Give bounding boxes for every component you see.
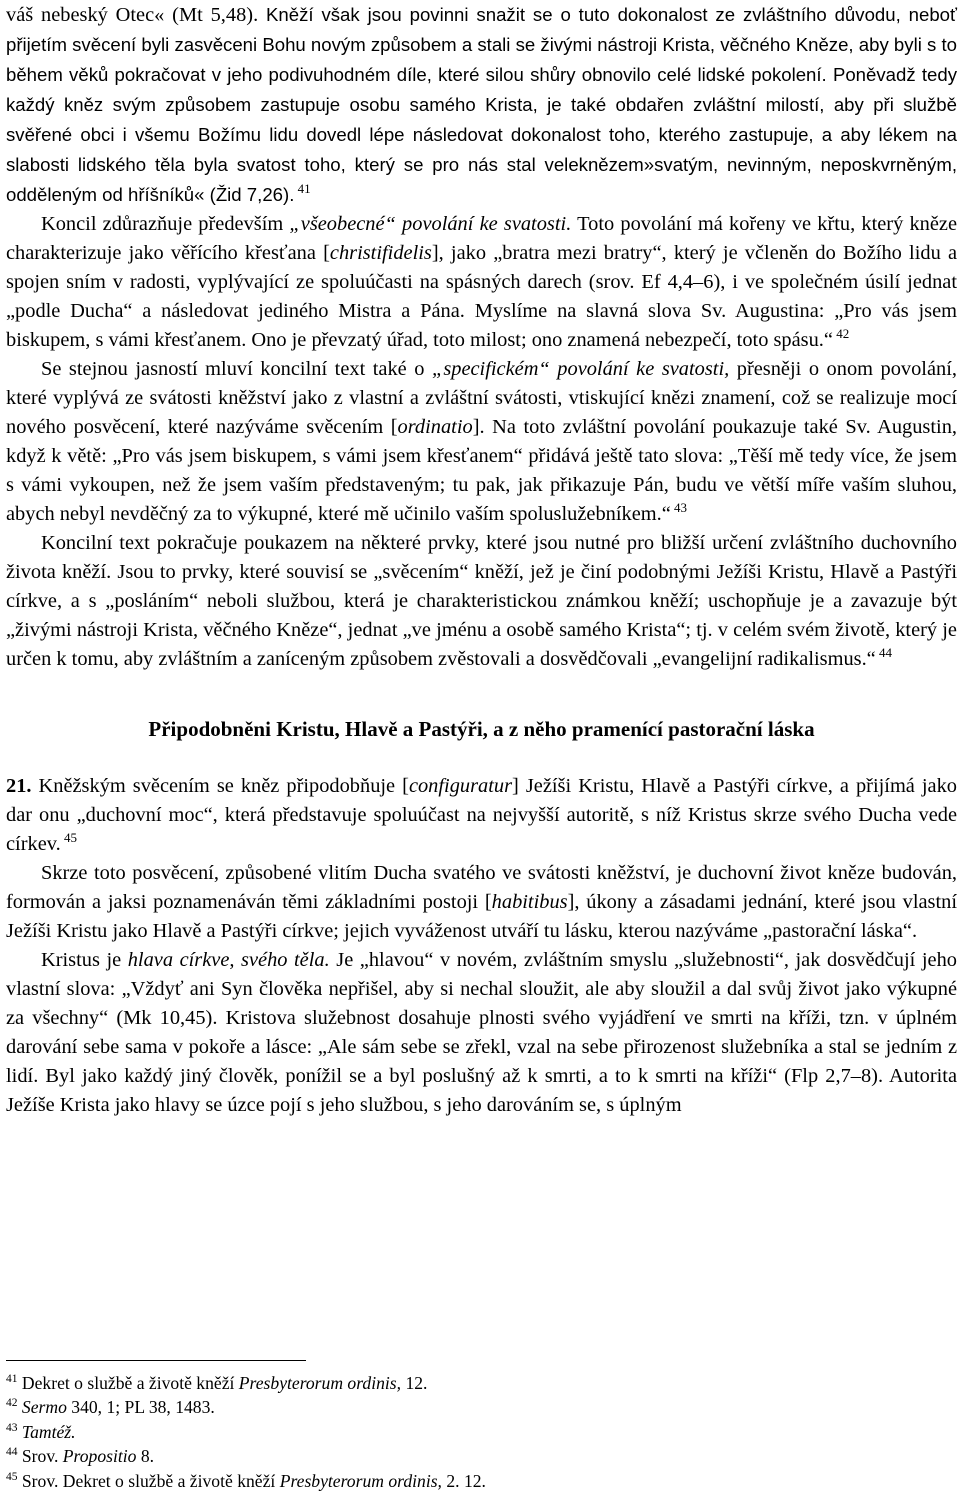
- quoted-text: Poněvadž tedy každý kněz svým způsobem zastupuje osobu samého Krista, je také obdařen zvláštní milostí, aby při službě svěřené obci i všemu Božímu lidu dovedl lépe následovat dokonalost toho, kterého zastupuje, a aby lékem na slabosti lidského těla byla svatost toho, který se pro nás stal veleknězem»svatým, nevinným, neposkvrněným, odděleným od hříšníků« (Žid 7,26).: [6, 64, 957, 205]
- text-run: Se stejnou jasností mluví koncilní text také o: [41, 358, 432, 380]
- text-run: Dekret o službě a životě kněží: [17, 1373, 239, 1393]
- section-heading: Připodobněni Kristu, Hlavě a Pastýři, a z něho pramenící pastorační láska: [148, 717, 815, 741]
- italic-text: ordinatio: [397, 416, 473, 438]
- section-number: 21.: [6, 775, 32, 797]
- footnote-number: 44: [6, 1446, 18, 1459]
- text-run: ], jako „bratra mezi bratry“, který je včleněn do Božího lidu a spojen sním v radosti, vyplývající ze spoluúčasti na spásných darech (srov. Ef 4,4–6), i ve společném úsilí jednat „podle Ducha“ a následovat jediného Mistra a Pána. Myslíme na slavná slova Sv. Augustina: „Pro vás jsem biskupem, s vámi křesťanem. Ono je převzatý úřad, toto milost; ono znamená nebezpečí, toto spásu.“: [6, 242, 957, 351]
- paragraph: [6, 859, 957, 946]
- text-run: Skrze toto posvěcení, způsobené vlitím Ducha svatého ve svátosti kněžství, je duchovní život kněze budován, formován a jaksi poznamenáván těmi základními postoji [: [6, 862, 957, 913]
- text-run: váš nebeský Otec« (Mt 5,48).: [6, 4, 267, 26]
- text-run: 12.: [401, 1373, 428, 1393]
- text-run: Srov.: [17, 1446, 63, 1467]
- footnote-separator: [6, 1360, 306, 1361]
- italic-text: Presbyterorum ordinis,: [238, 1373, 402, 1393]
- footnote: [6, 1469, 946, 1493]
- footnote: [6, 1371, 946, 1395]
- footnote-ref: 41: [294, 181, 311, 196]
- italic-text: „specifickém“ povolání ke svatosti,: [431, 358, 730, 380]
- text-run: Koncil zdůrazňuje především: [41, 213, 290, 235]
- text-run: Toto povolání má kořeny ve křtu, který kněze charakterizuje jako věřícího křesťana [: [6, 213, 957, 264]
- footnote: [6, 1395, 946, 1419]
- text-run: ] Ježíši Kristu, Hlavě a Pastýři církve, a přijímá jako dar onu „duchovní moc“, která představuje spoluúčast na nejvyšší autoritě, s níž Kristus skrze svého Ducha vede církev.: [6, 775, 957, 855]
- italic-text: christifidelis: [329, 242, 432, 264]
- text-run: Srov. Dekret o službě a životě kněží: [17, 1470, 280, 1491]
- text-run: Koncilní text pokračuje poukazem na některé prvky, které jsou nutné pro bližší určení zvláštního duchovního života kněží. Jsou to prvky, které souvisí se „svěcením“ kněží, jež je činí podobnými Ježíši Kristu, Hlavě a Pastýři církve, a s „posláním“ neboli službou, která je charakteristickou známkou kněží; uschopňuje je a zavazuje být „živými nástroji Krista, věčného Kněze“, jednat „ve jménu a osobě samého Krista“; tj. v celém svém životě, který je určen k tomu, aby zvláštním a zaníceným způsobem zvěstovali a dosvědčovali „evangelijní radikalismus.“: [6, 532, 957, 670]
- italic-text: configuratur: [408, 775, 513, 797]
- paragraph: [6, 946, 957, 1120]
- text-run: ], úkony a zásadami jednání, které jsou vlastní Ježíši Kristu jako Hlavě a Pastýři církve; jejich vyváženost utváří tu lásku, kterou nazýváme „pastorační láska“.: [6, 891, 957, 942]
- text-run: 340, 1; PL 38, 1483.: [66, 1397, 215, 1418]
- italic-text: Sermo: [21, 1397, 67, 1418]
- footnote: [6, 1420, 946, 1444]
- footnote-number: 41: [6, 1373, 18, 1385]
- footnote-ref: 45: [60, 830, 77, 845]
- body-text: [6, 0, 957, 674]
- text-run: 8.: [136, 1446, 155, 1467]
- footnote-ref: 43: [670, 500, 688, 515]
- italic-text: Presbyterorum ordinis,: [279, 1470, 442, 1491]
- quoted-text: Kněží však jsou povinni snažit se o tuto dokonalost ze zvláštního důvodu, neboť přijetím svěcení byli zasvěceni Bohu novým způsobem a stali se živými nástroji Krista, věčného Kněze, aby byli s to během věků pokračovat v jeho podivuhodném díle, které silou shůry obnovilo celé lidské pokolení.: [6, 4, 957, 85]
- footnote-number: 42: [6, 1397, 18, 1410]
- italic-text: „všeobecné“ povolání ke svatosti.: [289, 213, 572, 235]
- footnotes: [6, 1371, 946, 1493]
- text-run: Kněžským svěcením se kněz připodobňuje [: [31, 775, 409, 797]
- footnote-number: 45: [6, 1470, 18, 1483]
- italic-text: habitibus: [491, 891, 568, 913]
- section-21: [6, 772, 957, 1120]
- text-run: Je „hlavou“ v novém, zvláštním smyslu „služebnosti“, jak dosvědčují jeho vlastní slova: „Vždyť ani Syn člověka nepřišel, aby si nechal sloužit, ale aby sloužil a dal svůj život jako výkupné za všechny“ (Mk 10,45). Kristova služebnost dosahuje plnosti svého vyjádření ve smrti na kříži, tzn. v úplném darování sebe sama v pokoře a lásce: „Ale sám sebe se zřekl, vzal na sebe přirozenost služebníka a stal se jedním z lidí. Byl jako každý jiný člověk, ponížil se a byl poslušný až k smrti, a to k smrti na kříži“ (Flp 2,7–8). Autorita Ježíše Krista jako hlavy se úzce pojí s jeho službou, s jeho darováním se, s úplným: [6, 949, 957, 1116]
- text-run: ]. Na toto zvláštní povolání poukazuje také Sv. Augustin, když k větě: „Pro vás jsem biskupem, s vámi jsem křesťanem“ přidává ještě tato slova: „Těší mě tedy více, že jsem s vámi vykoupen, než že jsem vaším představeným; tu pak, jak přikazuje Pán, budu ve větší míře vaším sluhou, abych nebyl nevděčný za to výkupné, které mě učinilo vaším spoluslužebníkem.“: [6, 416, 957, 525]
- footnote-ref: 42: [832, 326, 850, 341]
- text-run: přesněji o onom povolání, které vyplývá ze svátosti kněžství jako z vlastní a zvláštní svátosti, vtiskující knězi znamení, což se realizuje mocí nového posvěcení, které nazýváme svěcením [: [6, 358, 957, 438]
- paragraph: [6, 0, 957, 210]
- paragraph: [6, 529, 957, 674]
- footnote: [6, 1444, 946, 1468]
- italic-text: Tamtéž.: [21, 1421, 76, 1442]
- italic-text: hlava církve, svého těla.: [127, 949, 330, 971]
- footnote-number: 43: [6, 1421, 18, 1434]
- paragraph: [6, 355, 957, 529]
- footnote-ref: 44: [875, 645, 892, 660]
- text-run: 2. 12.: [441, 1470, 486, 1491]
- text-run: Kristus je: [41, 949, 128, 971]
- paragraph: [6, 772, 957, 859]
- paragraph: [6, 210, 957, 355]
- italic-text: Propositio: [62, 1446, 137, 1467]
